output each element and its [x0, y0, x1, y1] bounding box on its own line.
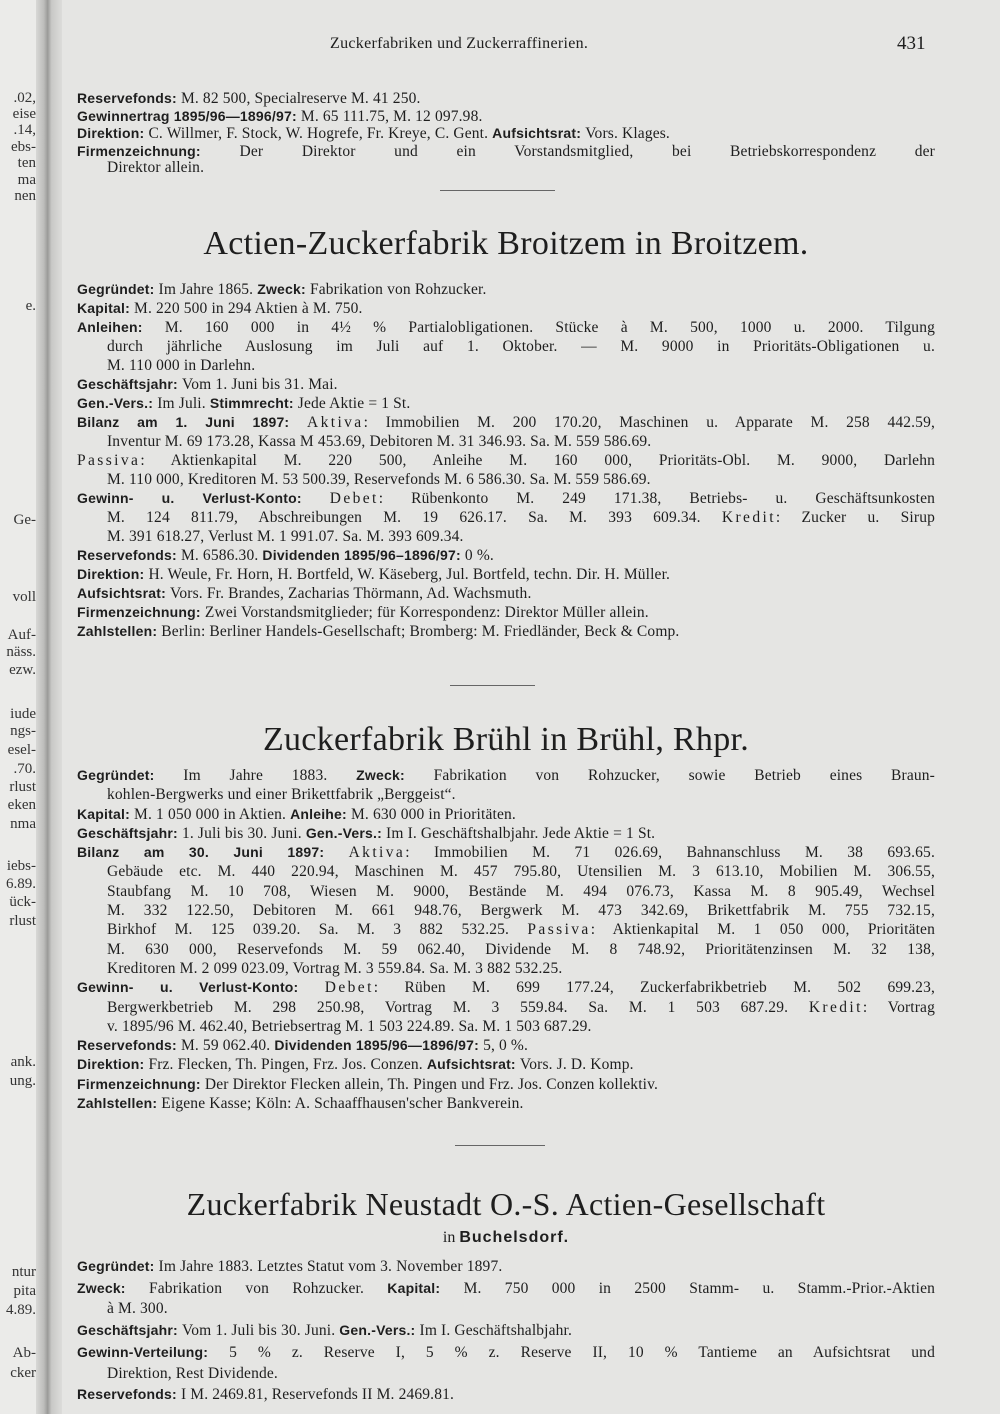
- field-label: Firmenzeichnung:: [77, 142, 240, 159]
- field-value: M. 1 050 000 in Aktien.: [134, 805, 291, 823]
- margin-fragment: pita: [13, 1283, 36, 1299]
- field-value: Direktion, Rest Dividende.: [107, 1364, 278, 1382]
- field-label: Direktion:: [77, 125, 149, 142]
- text-line: [77, 978, 935, 997]
- field-value: M. 750 000 in 2500 Stamm- u. Stamm.-Prior.-Aktien: [463, 1279, 935, 1297]
- field-label: Reservefonds:: [77, 547, 181, 563]
- text-line: [77, 940, 935, 959]
- field-value: Vom 1. Juni bis 31. Mai.: [181, 376, 338, 393]
- text-line: [77, 143, 935, 161]
- text-line: [77, 1299, 935, 1320]
- field-label: Zweck:: [356, 767, 434, 783]
- margin-fragment: eken: [7, 797, 36, 813]
- text-line: [77, 1017, 935, 1036]
- field-value: Vors. Fr. Brandes, Zacharias Thörmann, Ad. Wachsmuth.: [170, 585, 532, 602]
- section-divider: [440, 190, 555, 191]
- field-value: : Immobilien M. 200 170.20, Maschinen u. Apparate M. 258 442.59,: [363, 414, 935, 431]
- field-value: I M. 2469.81, Reservefonds II M. 2469.81.: [180, 1386, 455, 1404]
- section-divider: [455, 1145, 545, 1146]
- field-label: Gewinnertrag 1895/96—1896/97:: [77, 107, 301, 124]
- field-label: Dividenden 1895/96—1896/97:: [274, 1037, 484, 1054]
- text-line: [77, 280, 935, 299]
- text-line: [77, 882, 935, 901]
- field-value: Frz. Flecken, Th. Pingen, Frz. Jos. Conzen.: [148, 1056, 427, 1074]
- margin-fragment: e.: [25, 298, 36, 314]
- field-label: Gegründet:: [77, 1258, 159, 1274]
- field-label: Bilanz am 1. Juni 1897:: [77, 414, 307, 430]
- margin-fragment: Auf-: [7, 627, 36, 643]
- field-value: M. 332 122.50, Debitoren M. 661 948.76, Bergwerk M. 473 342.69, Brikettfabrik M. 755 732.15,: [107, 902, 935, 920]
- text-line: [77, 90, 935, 108]
- margin-fragment: iebs-: [6, 858, 36, 874]
- margin-fragment: voll: [12, 589, 36, 605]
- entry-title-broitzem: Actien-Zuckerfabrik Broitzem in Broitzem.: [203, 225, 809, 262]
- field-value: M. 6586.30.: [180, 547, 263, 564]
- field-label: Gegründet:: [77, 281, 159, 297]
- text-line: [77, 1278, 935, 1300]
- field-value: 5, 0 %.: [483, 1037, 529, 1055]
- field-value: Birkhof M. 125 039.20. Sa. M. 3 882 532.25.: [107, 921, 528, 939]
- field-value: durch jährliche Auslosung im Juli auf 1. Oktober. — M. 9000 in Prioritäts-Obligationen u.: [107, 338, 935, 355]
- field-value: v. 1895/96 M. 462.40, Betriebsertrag M. 1 503 224.89. Sa. M. 1 503 687.29.: [107, 1017, 592, 1035]
- field-value: 1. Juli bis 30. Juni.: [181, 824, 306, 842]
- field-value: 0 %.: [464, 547, 494, 564]
- margin-fragment: iude: [10, 706, 36, 722]
- field-label: Kapital:: [77, 300, 135, 316]
- field-value: Der Direktor und ein Vorstandsmitglied, bei Betriebskorrespondenz der: [239, 142, 935, 160]
- margin-fragment: 6.89.: [6, 876, 36, 892]
- page-number: 431: [897, 33, 926, 54]
- text-line: [77, 1364, 935, 1385]
- field-label: Reservefonds:: [77, 90, 181, 106]
- text-line: [77, 527, 935, 546]
- entry-body-bruehl: [77, 766, 935, 1113]
- field-value: M. 110 000, Kreditoren M. 53 500.39, Reservefonds M. 6 586.30. Sa. M. 559 586.69.: [107, 471, 651, 488]
- subtitle-place: Buchelsdorf.: [459, 1229, 570, 1246]
- margin-fragment: cker: [10, 1365, 36, 1381]
- field-label: Gewinn- u. Verlust-Konto:: [77, 979, 325, 996]
- field-value: Staubfang M. 10 708, Wiesen M. 9000, Bestände M. 494 076.73, Kassa M. 8 905.49, Wechsel: [107, 882, 935, 900]
- margin-fragment: rlust: [9, 779, 36, 795]
- field-value: Passiva: [77, 452, 141, 469]
- field-label: Firmenzeichnung:: [77, 1075, 205, 1092]
- text-line: [77, 824, 935, 843]
- text-line: [77, 1055, 935, 1074]
- field-label: Bilanz am 30. Juni 1897:: [77, 844, 349, 861]
- field-value: Im Juli.: [157, 395, 210, 412]
- margin-fragment: ung.: [9, 1073, 36, 1089]
- field-label: Dividenden 1895/96–1896/97:: [262, 547, 465, 563]
- text-line: [77, 375, 935, 394]
- field-value: Jede Aktie = 1 St.: [297, 395, 411, 412]
- margin-fragment: 4.89.: [6, 1302, 36, 1318]
- field-label: Gen.-Vers.:: [339, 1322, 420, 1339]
- section-previous-entry-end: [77, 90, 935, 177]
- field-value: kohlen-Bergwerks und einer Brikettfabrik „Berggeist“.: [107, 786, 456, 804]
- field-value: : Vortrag: [862, 998, 935, 1016]
- margin-fragment: näss.: [6, 644, 36, 660]
- field-label: Aufsichtsrat:: [492, 125, 586, 142]
- text-line: [77, 805, 935, 824]
- margin-fragment: esel-: [7, 742, 36, 758]
- text-line: [77, 413, 935, 432]
- field-value: M. 82 500, Specialreserve M. 41 250.: [180, 90, 421, 107]
- text-line: [77, 785, 935, 804]
- text-line: [77, 160, 935, 177]
- text-line: [77, 622, 935, 641]
- field-value: M. 160 000 in 4½ % Partialobligationen. Stücke à M. 500, 1000 u. 2000. Tilgung: [164, 319, 936, 336]
- field-label: Aufsichtsrat:: [77, 585, 171, 601]
- section-divider: [450, 685, 535, 686]
- margin-fragment: ank.: [10, 1054, 36, 1070]
- field-value: 5 % z. Reserve I, 5 % z. Reserve II, 10 % Tantieme an Aufsichtsrat und: [229, 1343, 935, 1361]
- field-value: Fabrikation von Rohzucker.: [309, 281, 487, 298]
- field-value: Im Jahre 1883.: [183, 767, 357, 784]
- field-label: Gen.-Vers.:: [77, 395, 158, 411]
- text-line: [77, 470, 935, 489]
- text-line: [77, 508, 935, 527]
- field-value: Der Direktor Flecken allein, Th. Pingen und Frz. Jos. Conzen kollektiv.: [204, 1075, 659, 1093]
- text-line: [77, 108, 935, 126]
- text-line: [77, 1256, 935, 1278]
- field-value: M. 65 111.75, M. 12 097.98.: [300, 107, 483, 125]
- field-label: Reservefonds:: [77, 1037, 181, 1054]
- margin-fragment: .02,: [13, 90, 36, 106]
- field-label: Firmenzeichnung:: [77, 604, 205, 620]
- text-line: [77, 998, 935, 1017]
- field-value: : Aktienkapital M. 220 500, Anleihe M. 160 000, Prioritäts-Obl. M. 9000, Darlehn: [140, 452, 935, 469]
- text-line: [77, 959, 935, 978]
- margin-fragment: nen: [14, 188, 36, 204]
- text-line: [77, 1342, 935, 1364]
- field-value: Debet: [329, 490, 379, 507]
- text-line: [77, 489, 935, 508]
- field-value: Aktiva: [307, 414, 364, 431]
- entry-body-broitzem: [77, 280, 935, 641]
- field-value: M. 630 000, Reservefonds M. 59 062.40, Dividende M. 8 748.92, Prioritätenzinsen M. 32 138,: [107, 940, 935, 958]
- field-label: Aufsichtsrat:: [426, 1056, 520, 1073]
- text-line: [77, 318, 935, 337]
- field-value: Inventur M. 69 173.28, Kassa M 453.69, Debitoren M. 31 346.93. Sa. M. 559 586.69.: [107, 433, 652, 450]
- running-header: Zuckerfabriken und Zuckerraffinerien.: [330, 35, 589, 52]
- text-line: [77, 546, 935, 565]
- entry-title-neustadt: Zuckerfabrik Neustadt O.-S. Actien-Gesellschaft: [186, 1186, 826, 1222]
- field-value: Passiva: [527, 921, 591, 939]
- field-value: Zwei Vorstandsmitglieder; für Korrespondenz: Direktor Müller allein.: [204, 604, 649, 621]
- field-label: Gegründet:: [77, 767, 184, 783]
- field-label: Zahlstellen:: [77, 1095, 162, 1112]
- text-line: [77, 1384, 935, 1406]
- margin-fragment: Ge-: [13, 512, 36, 528]
- field-label: Gewinn- u. Verlust-Konto:: [77, 490, 330, 506]
- margin-fragment: eise: [12, 106, 36, 122]
- field-value: Kreditoren M. 2 099 023.09, Vortrag M. 3 559.84. Sa. M. 3 882 532.25.: [107, 959, 563, 977]
- text-line: [77, 356, 935, 375]
- text-line: [77, 299, 935, 318]
- text-line: [77, 451, 935, 470]
- field-value: à M. 300.: [107, 1300, 168, 1318]
- field-label: Geschäftsjahr:: [77, 376, 182, 392]
- field-value: Eigene Kasse; Köln: A. Schaaffhausen'scher Bankverein.: [161, 1095, 524, 1113]
- margin-fragment: nma: [10, 816, 36, 832]
- field-label: Geschäftsjahr:: [77, 824, 182, 841]
- entry-subtitle-neustadt: [77, 1229, 935, 1247]
- text-line: [77, 1036, 935, 1055]
- field-label: Zweck:: [257, 281, 310, 297]
- field-value: M. 59 062.40.: [180, 1037, 275, 1055]
- field-value: : Rübenkonto M. 249 171.38, Betriebs- u. Geschäftsunkosten: [378, 490, 935, 507]
- margin-fragment: ück-: [9, 894, 36, 910]
- book-binding-gutter: [36, 0, 62, 1414]
- field-label: Zweck:: [77, 1279, 149, 1296]
- margin-fragment: ma: [17, 172, 36, 188]
- field-value: Im Jahre 1883. Letztes Statut vom 3. November 1897.: [158, 1258, 503, 1275]
- field-value: Gebäude etc. M. 440 220.94, Maschinen M. 457 795.80, Utensilien M. 3 613.10, Mobilien M. 306.55,: [107, 863, 935, 881]
- field-label: Geschäftsjahr:: [77, 1322, 182, 1339]
- text-line: [77, 843, 935, 862]
- margin-fragment: ntur: [11, 1264, 36, 1280]
- text-line: [77, 1320, 935, 1342]
- field-label: Reservefonds:: [77, 1386, 181, 1403]
- field-value: : Immobilien M. 71 026.69, Bahnanschluss M. 38 693.65.: [405, 844, 935, 862]
- field-label: Gen.-Vers.:: [305, 824, 387, 841]
- field-value: M. 630 000 in Prioritäten.: [350, 805, 516, 823]
- field-value: Direktor allein.: [107, 159, 205, 177]
- field-value: Im I. Geschäftshalbjahr. Jede Aktie = 1 St.: [386, 824, 656, 842]
- field-value: Debet: [324, 979, 374, 997]
- margin-fragment: ten: [17, 155, 36, 171]
- entry-title-bruehl: Zuckerfabrik Brühl in Brühl, Rhpr.: [262, 721, 750, 758]
- text-line: [77, 766, 935, 785]
- field-value: Im Jahre 1865.: [158, 281, 258, 298]
- field-value: M. 220 500 in 294 Aktien à M. 750.: [134, 300, 363, 317]
- field-value: : Aktienkapital M. 1 050 000, Prioritäten: [590, 921, 935, 939]
- field-value: Kredit: [721, 509, 776, 526]
- field-label: Anleihen:: [77, 319, 165, 335]
- field-value: Im I. Geschäftshalbjahr.: [419, 1322, 573, 1340]
- margin-fragment: ezw.: [9, 662, 36, 678]
- field-value: Fabrikation von Rohzucker, sowie Betrieb eines Braun-: [433, 767, 935, 784]
- field-value: Kredit: [808, 998, 863, 1016]
- text-line: [77, 432, 935, 451]
- margin-fragment: .70.: [13, 761, 36, 777]
- field-value: Vom 1. Juli bis 30. Juni.: [181, 1322, 340, 1340]
- field-label: Direktion:: [77, 1056, 149, 1073]
- field-value: : Zucker u. Sirup: [775, 509, 935, 526]
- field-value: M. 124 811.79, Abschreibungen M. 19 626.17. Sa. M. 393 609.34.: [107, 509, 722, 526]
- margin-fragment: ngs-: [10, 723, 36, 739]
- entry-body-neustadt: [77, 1256, 935, 1406]
- field-value: Fabrikation von Rohzucker.: [149, 1279, 388, 1297]
- text-line: [77, 1075, 935, 1094]
- text-line: [77, 920, 935, 939]
- text-line: [77, 603, 935, 622]
- margin-fragment: Ab-: [12, 1345, 36, 1361]
- text-line: [77, 1094, 935, 1113]
- field-label: Direktion:: [77, 566, 149, 582]
- text-line: [77, 901, 935, 920]
- text-line: [77, 337, 935, 356]
- text-line: [77, 394, 935, 413]
- text-line: [77, 125, 935, 143]
- text-line: [77, 862, 935, 881]
- field-value: Aktiva: [348, 844, 406, 862]
- text-line: [77, 565, 935, 584]
- field-label: Kapital:: [387, 1279, 464, 1296]
- margin-fragment: ebs-: [11, 139, 36, 155]
- field-value: Vors. Klages.: [585, 125, 670, 143]
- field-label: Anleihe:: [290, 805, 351, 822]
- margin-fragment: .14,: [13, 122, 36, 138]
- field-value: Bergwerkbetrieb M. 298 250.98, Vortrag M. 3 559.84. Sa. M. 1 503 687.29.: [107, 998, 809, 1016]
- field-value: H. Weule, Fr. Horn, H. Bortfeld, W. Käseberg, Jul. Bortfeld, techn. Dir. H. Müller.: [148, 566, 671, 583]
- field-value: Vors. J. D. Komp.: [519, 1056, 634, 1074]
- field-label: Kapital:: [77, 805, 135, 822]
- margin-fragment: rlust: [9, 913, 36, 929]
- subtitle-prefix: in: [442, 1229, 460, 1246]
- field-value: M. 391 618.27, Verlust M. 1 991.07. Sa. M. 393 609.34.: [107, 528, 464, 545]
- field-value: : Rüben M. 699 177.24, Zuckerfabrikbetrieb M. 502 699.23,: [373, 979, 935, 997]
- text-line: [77, 584, 935, 603]
- field-label: Stimmrecht:: [209, 395, 298, 411]
- field-value: Berlin: Berliner Handels-Gesellschaft; Bromberg: M. Friedländer, Beck & Comp.: [161, 623, 680, 640]
- field-value: M. 110 000 in Darlehn.: [107, 357, 256, 374]
- field-label: Zahlstellen:: [77, 623, 162, 639]
- field-label: Gewinn-Verteilung:: [77, 1343, 230, 1360]
- field-value: C. Willmer, F. Stock, W. Hogrefe, Fr. Kreye, C. Gent.: [148, 125, 493, 143]
